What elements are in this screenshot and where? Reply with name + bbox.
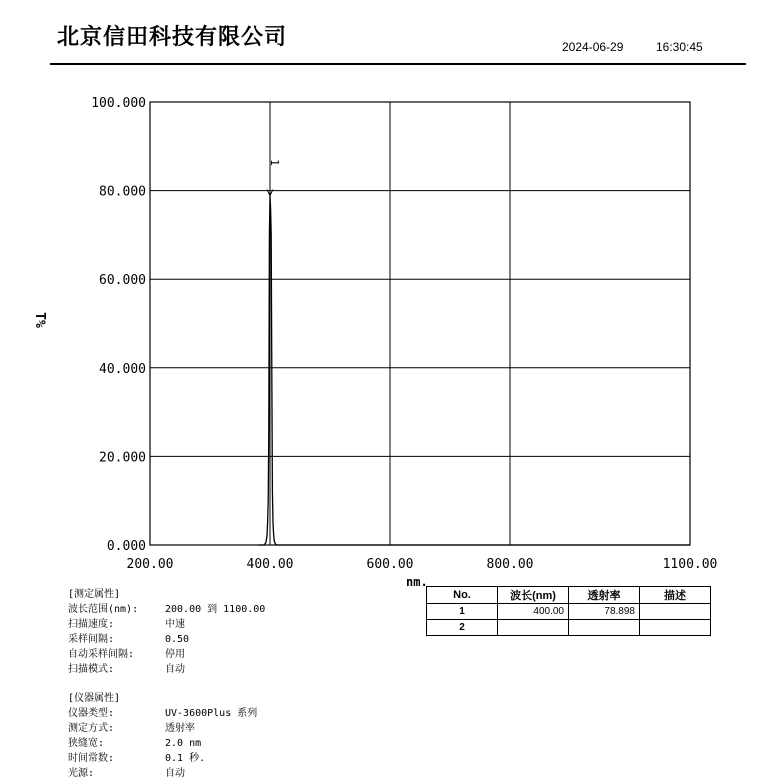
cell-description bbox=[640, 604, 711, 620]
property-key: 采样间隔: bbox=[68, 634, 115, 645]
property-key: 测定方式: bbox=[68, 723, 115, 734]
cell-no: 2 bbox=[427, 620, 498, 636]
property-value: 0.1 秒. bbox=[165, 753, 206, 764]
cell-description bbox=[640, 620, 711, 636]
peak-markers bbox=[267, 159, 281, 195]
property-key: 扫描速度: bbox=[68, 619, 115, 630]
property-key: 光源: bbox=[68, 768, 95, 779]
col-wavelength: 波长(nm) bbox=[498, 587, 569, 604]
report-time: 16:30:45 bbox=[656, 40, 703, 54]
property-key: 自动采样间隔: bbox=[68, 649, 135, 660]
cell-wavelength bbox=[498, 620, 569, 636]
y-tick-label: 60.000 bbox=[99, 273, 146, 289]
property-value: UV-3600Plus 系列 bbox=[165, 708, 258, 719]
x-tick-label: 800.00 bbox=[486, 557, 534, 572]
property-value: 透射率 bbox=[165, 723, 195, 734]
property-key: 时间常数: bbox=[68, 753, 115, 764]
y-tick-label: 80.000 bbox=[99, 184, 146, 200]
y-tick-label: 100.000 bbox=[91, 96, 146, 111]
property-value: 自动 bbox=[165, 768, 185, 779]
property-value: 自动 bbox=[165, 664, 185, 675]
property-value: 0.50 bbox=[165, 634, 190, 645]
spectrum-line bbox=[258, 195, 690, 545]
property-value: 2.0 nm bbox=[165, 738, 202, 749]
y-tick-labels bbox=[91, 96, 146, 554]
property-key: 波长范围(nm): bbox=[68, 604, 139, 615]
table-row bbox=[427, 620, 711, 636]
cell-wavelength: 400.00 bbox=[498, 604, 569, 620]
report-date: 2024-06-29 bbox=[562, 40, 624, 54]
x-tick-label: 200.00 bbox=[126, 557, 174, 572]
property-key: 狭缝宽: bbox=[68, 738, 105, 749]
col-no: No. bbox=[427, 587, 498, 604]
property-key: 仪器类型: bbox=[68, 708, 115, 719]
x-axis-label: nm. bbox=[406, 575, 428, 589]
property-value: 中速 bbox=[165, 619, 185, 630]
col-description: 描述 bbox=[640, 587, 711, 604]
cell-transmittance bbox=[569, 620, 640, 636]
x-tick-labels bbox=[127, 557, 718, 572]
cell-no: 1 bbox=[427, 604, 498, 620]
chart-grid bbox=[150, 102, 690, 545]
y-tick-label: 20.000 bbox=[99, 450, 146, 466]
x-tick-label: 1100.00 bbox=[662, 557, 718, 572]
x-tick-label: 400.00 bbox=[246, 557, 294, 572]
cell-transmittance: 78.898 bbox=[569, 604, 640, 620]
property-value: 停用 bbox=[165, 649, 185, 660]
plot-frame bbox=[150, 102, 690, 545]
company-name: 北京信田科技有限公司 bbox=[57, 25, 288, 50]
property-key: 扫描模式: bbox=[68, 664, 115, 675]
peak-label: 1 bbox=[268, 159, 281, 166]
x-tick-label: 600.00 bbox=[366, 557, 414, 572]
peak-results-table bbox=[426, 586, 711, 636]
table-row bbox=[427, 604, 711, 620]
y-axis-label: T% bbox=[32, 312, 47, 328]
property-value: 200.00 到 1100.00 bbox=[165, 604, 266, 615]
y-tick-label: 0.000 bbox=[106, 539, 146, 554]
table-header-row bbox=[427, 587, 711, 604]
y-tick-label: 40.000 bbox=[99, 361, 146, 377]
col-transmittance: 透射率 bbox=[569, 587, 640, 604]
